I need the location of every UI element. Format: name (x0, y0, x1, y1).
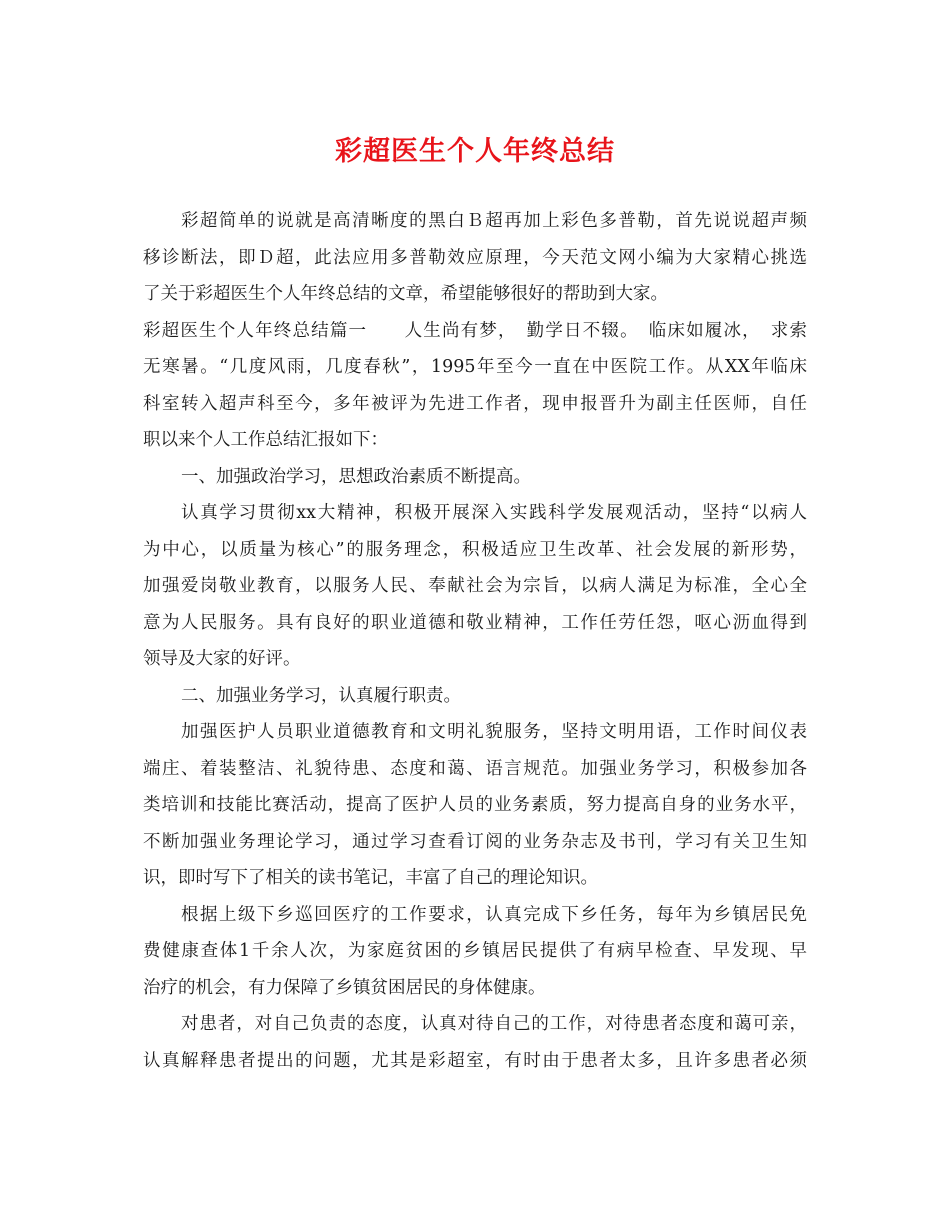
text-line: 为中心，以质量为核心”的服务理念，积极适应卫生改革、社会发展的新形势， (143, 539, 807, 560)
text-line: 端庄、着装整洁、礼貌待患、态度和蔼、语言规范。加强业务学习，积极参加各 (143, 758, 807, 779)
text-line: 了关于彩超医生个人年终总结的文章，希望能够很好的帮助到大家。 (143, 284, 668, 304)
text-line: 一、加强政治学习，思想政治素质不断提高。 (181, 466, 531, 487)
text-line: 彩超医生个人年终总结篇一 人生尚有梦， 勤学日不辍。 临床如履冰， 求索 (143, 320, 807, 341)
text-line: 科室转入超声科至今，多年被评为先进工作者，现申报晋升为副主任医师，自任 (143, 393, 807, 414)
text-line: 对患者，对自己负责的态度，认真对待自己的工作，对待患者态度和蔼可亲， (181, 1014, 807, 1034)
text-line: 加强医护人员职业道德教育和文明礼貌服务，坚持文明用语，工作时间仪表 (181, 722, 807, 742)
text-line: 领导及大家的好评。 (143, 649, 301, 669)
text-line: 二、加强业务学习，认真履行职责。 (181, 685, 461, 706)
text-line: 无寒暑。“几度风雨，几度春秋”，1995年至今一直在中医院工作。从XX年临床 (143, 357, 807, 377)
text-line: 彩超简单的说就是高清晰度的黑白Ｂ超再加上彩色多普勒，首先说说超声频 (181, 211, 807, 231)
text-line: 职以来个人工作总结汇报如下： (143, 430, 388, 450)
text-line: 移诊断法，即Ｄ超，此法应用多普勒效应原理，今天范文网小编为大家精心挑选 (143, 247, 807, 268)
text-line: 识，即时写下了相关的读书笔记，丰富了自己的理论知识。 (143, 868, 598, 888)
text-line: 治疗的机会，有力保障了乡镇贫困居民的身体健康。 (143, 977, 546, 998)
document-body (143, 203, 807, 1079)
text-line: 根据上级下乡巡回医疗的工作要求，认真完成下乡任务，每年为乡镇居民免 (181, 904, 807, 925)
text-line: 意为人民服务。具有良好的职业道德和敬业精神，工作任劳任怨，呕心沥血得到 (143, 612, 807, 633)
text-line: 加强爱岗敬业教育，以服务人民、奉献社会为宗旨，以病人满足为标准，全心全 (143, 576, 807, 596)
text-line: 费健康查体1千余人次，为家庭贫困的乡镇居民提供了有病早检查、早发现、早 (143, 941, 807, 961)
text-line: 认真学习贯彻xx大精神，积极开展深入实践科学发展观活动，坚持“以病人 (181, 503, 807, 523)
document-title: 彩超医生个人年终总结 (335, 136, 615, 167)
text-line: 不断加强业务理论学习，通过学习查看订阅的业务杂志及书刊，学习有关卫生知 (143, 831, 807, 852)
text-line: 类培训和技能比赛活动，提高了医护人员的业务素质，努力提高自身的业务水平， (143, 795, 807, 815)
text-line: 认真解释患者提出的问题，尤其是彩超室，有时由于患者太多，且许多患者必须 (143, 1050, 807, 1071)
